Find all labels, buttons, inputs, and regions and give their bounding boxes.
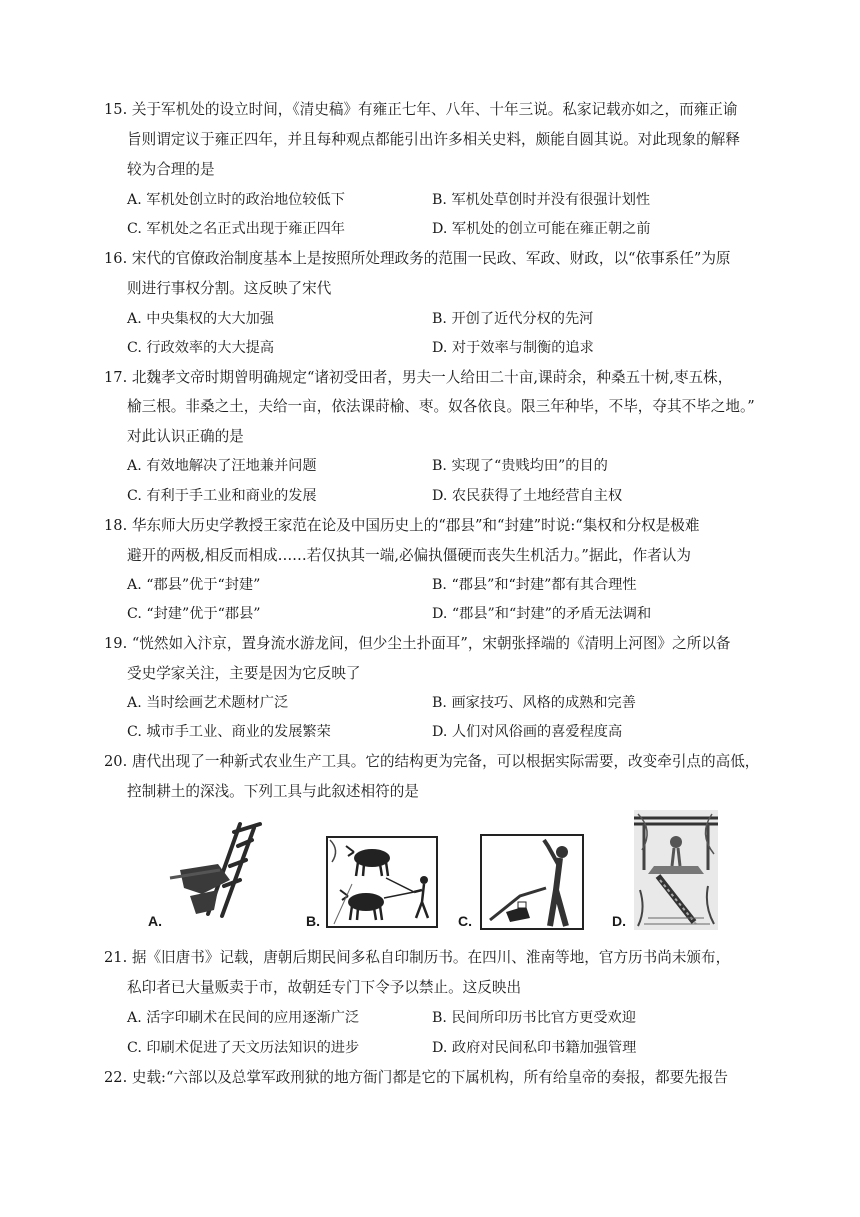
option-b: B. “郡县”和“封建”都有其合理性 [432, 577, 637, 593]
question-text-line: 则进行事权分割。这反映了宋代 [127, 280, 332, 297]
figure-label-a: A. [148, 913, 162, 929]
option-b: B. 实现了“贵贱均田”的目的 [432, 458, 608, 474]
question-text-line: 16. 宋代的官僚政治制度基本上是按照所处理政务的范围一民政、军政、财政，以“依事系任”为原 [104, 250, 731, 267]
option-d: D. 军机处的创立可能在雍正朝之前 [432, 221, 651, 237]
question-text-line: 19. “恍然如入汴京，置身流水游龙间，但少尘土扑面耳”，宋朝张择端的《清明上河图》之所以备 [104, 635, 731, 652]
question-text-line: 18. 华东师大历史学教授王家范在论及中国历史上的“郡县”和“封建”时说:“集权和分权是极难 [104, 517, 700, 534]
option-c: C. 军机处之名正式出现于雍正四年 [127, 221, 345, 237]
option-d: D. “郡县”和“封建”的矛盾无法调和 [432, 606, 652, 622]
option-a: A. 有效地解决了汪地兼并问题 [127, 458, 317, 474]
figure-label-d: D. [612, 913, 626, 929]
question-text-line: 22. 史载:“六部以及总掌军政刑狱的地方衙门都是它的下属机构，所有给皇帝的奏报，都要先报告 [104, 1069, 728, 1086]
option-d: D. 人们对风俗画的喜爱程度高 [432, 724, 623, 740]
option-c: C. 印刷术促进了天文历法知识的进步 [127, 1040, 360, 1056]
figure-label-c: C. [458, 913, 472, 929]
plough-figure-a [160, 818, 270, 924]
option-c: C. “封建”优于“郡县” [127, 606, 261, 622]
option-a: A. 军机处创立时的政治地位较低下 [127, 192, 345, 208]
option-d: D. 政府对民间私印书籍加强管理 [432, 1040, 637, 1056]
option-a: A. 活字印刷术在民间的应用逐渐广泛 [127, 1010, 360, 1026]
question-text-line: 控制耕土的深浅。下列工具与此叙述相符的是 [127, 783, 419, 800]
option-c: C. 有利于手工业和商业的发展 [127, 488, 317, 504]
farmer-plough-figure-c [480, 834, 584, 930]
question-text-line: 对此认识正确的是 [127, 428, 244, 445]
option-d: D. 对于效率与制衡的追求 [432, 340, 594, 356]
question-text-line: 17. 北魏孝文帝时期曾明确规定“诸初受田者，男夫一人给田二十亩,课莳余，种桑五十树,枣五株， [104, 369, 733, 386]
figure-label-b: B. [306, 913, 320, 929]
ox-plough-figure-b [326, 836, 438, 928]
question-text-line: 避开的两极,相反而相成……若仅执其一端,必偏执僵硬而丧失生机活力。”据此，作者认为 [127, 547, 692, 564]
question-text-line: 私印者已大量贩卖于市，故朝廷专门下令予以禁止。这反映出 [127, 979, 522, 996]
question-text-line: 旨则谓定议于雍正四年，并且每种观点都能引出许多相关史料，颇能自圆其说。对此现象的解释 [127, 131, 740, 148]
question-text-line: 20. 唐代出现了一种新式农业生产工具。它的结构更为完备，可以根据实际需要，改变牵引点的高低， [104, 753, 760, 770]
option-c: C. 城市手工业、商业的发展繁荣 [127, 724, 331, 740]
option-c: C. 行政效率的大大提高 [127, 340, 275, 356]
option-b: B. 军机处草创时并没有很强计划性 [432, 192, 651, 208]
waterwheel-figure-d [634, 810, 718, 930]
question-text-line: 较为合理的是 [127, 161, 215, 178]
question-text-line: 15. 关于军机处的设立时间，《清史稿》有雍正七年、八年、十年三说。私家记载亦如之，而雍正谕 [104, 101, 738, 118]
option-a: A. 当时绘画艺术题材广泛 [127, 695, 289, 711]
question-text-line: 榆三根。非桑之土，夫给一亩，依法课莳榆、枣。奴各依良。限三年种毕，不毕，夺其不毕之地。” [127, 398, 755, 415]
question-text-line: 21. 据《旧唐书》记载，唐朝后期民间多私自印制历书。在四川、淮南等地，官方历书尚未颁布， [104, 949, 731, 966]
option-b: B. 开创了近代分权的先河 [432, 311, 594, 327]
tool-figures [140, 810, 740, 936]
option-d: D. 农民获得了土地经营自主权 [432, 488, 623, 504]
option-b: B. 画家技巧、风格的成熟和完善 [432, 695, 636, 711]
option-a: A. 中央集权的大大加强 [127, 311, 274, 327]
question-text-line: 受史学家关注，主要是因为它反映了 [127, 665, 361, 682]
option-b: B. 民间所印历书比官方更受欢迎 [432, 1010, 636, 1026]
option-a: A. “郡县”优于“封建” [127, 577, 261, 593]
